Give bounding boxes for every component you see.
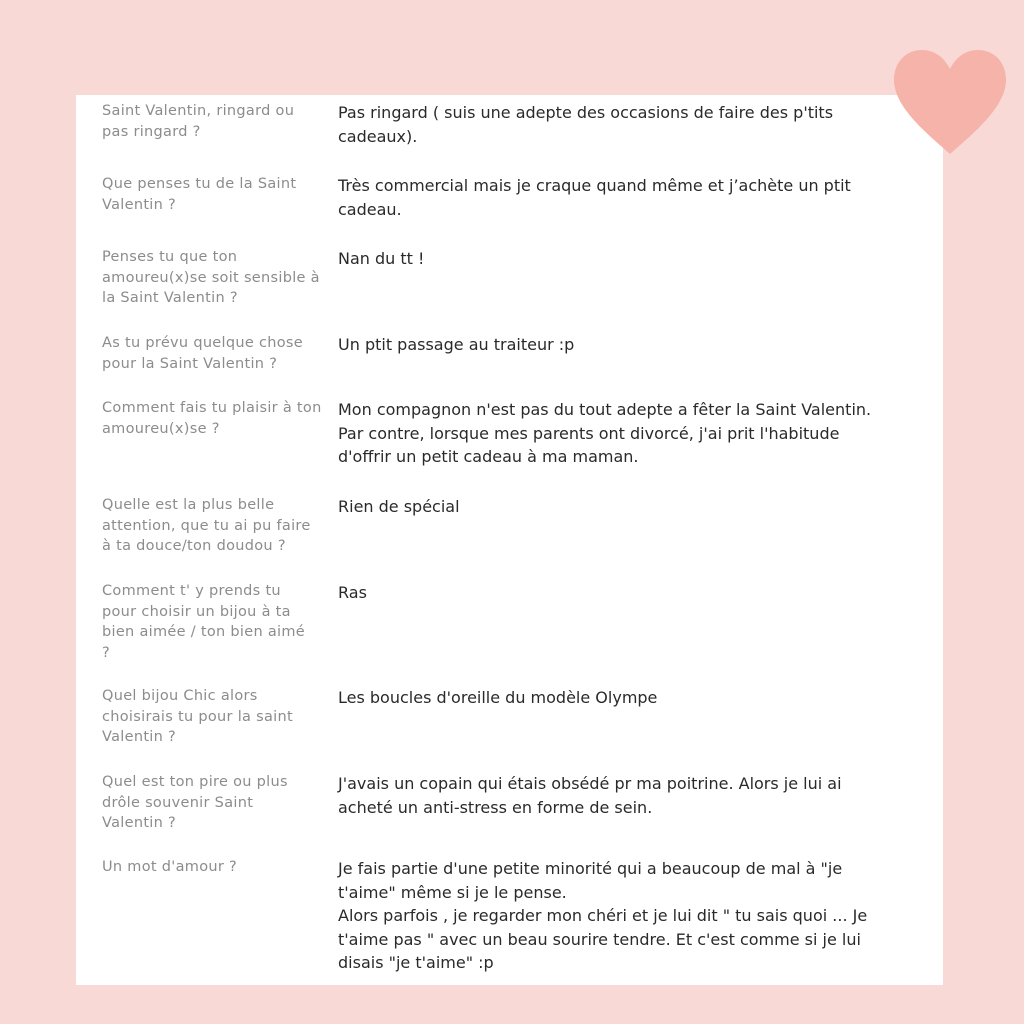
answer-text: Très commercial mais je craque quand même et j’achète un ptit cadeau. bbox=[338, 176, 851, 219]
question-text: Penses tu que ton amoureu(x)se soit sensible à la Saint Valentin ? bbox=[102, 249, 320, 306]
answer-text: Mon compagnon n'est pas du tout adepte a fêter la Saint Valentin. Par contre, lorsque mes parents ont divorcé, j'ai prit l'habitude d'offrir un petit cadeau à ma maman. bbox=[338, 400, 872, 466]
question-text: Un mot d'amour ? bbox=[102, 859, 238, 875]
question-text: Quelle est la plus belle attention, que tu ai pu faire à ta douce/ton doudou ? bbox=[102, 497, 311, 554]
qa-card bbox=[76, 95, 943, 985]
answer-text: Nan du tt ! bbox=[338, 249, 425, 268]
answer-text: Un ptit passage au traiteur :p bbox=[338, 335, 575, 354]
question-text: Saint Valentin, ringard ou pas ringard ? bbox=[102, 103, 295, 140]
answer-text: Rien de spécial bbox=[338, 497, 460, 516]
question-text: Comment t' y prends tu pour choisir un bijou à ta bien aimée / ton bien aimé ? bbox=[102, 583, 306, 661]
answer-text: Je fais partie d'une petite minorité qui a beaucoup de mal à "je t'aime" même si je le pense. Alors parfois , je regarder mon chéri et je lui dit " tu sais quoi ... Je t'aime pas " avec un beau sourire tendre. Et c'est comme si je lui disais "je t'aime" :p bbox=[338, 859, 868, 972]
question-text: Comment fais tu plaisir à ton amoureu(x)se ? bbox=[102, 400, 322, 437]
question-text: Quel bijou Chic alors choisirais tu pour la saint Valentin ? bbox=[102, 688, 293, 745]
answer-text: Les boucles d'oreille du modèle Olympe bbox=[338, 688, 658, 707]
question-text: Que penses tu de la Saint Valentin ? bbox=[102, 176, 297, 213]
question-text: As tu prévu quelque chose pour la Saint Valentin ? bbox=[102, 335, 303, 372]
question-text: Quel est ton pire ou plus drôle souvenir Saint Valentin ? bbox=[102, 774, 288, 831]
answer-text: Pas ringard ( suis une adepte des occasions de faire des p'tits cadeaux). bbox=[338, 103, 834, 146]
answer-text: J'avais un copain qui étais obsédé pr ma poitrine. Alors je lui ai acheté un anti-stress en forme de sein. bbox=[338, 774, 842, 817]
heart-icon bbox=[890, 46, 1010, 158]
answer-text: Ras bbox=[338, 583, 367, 602]
